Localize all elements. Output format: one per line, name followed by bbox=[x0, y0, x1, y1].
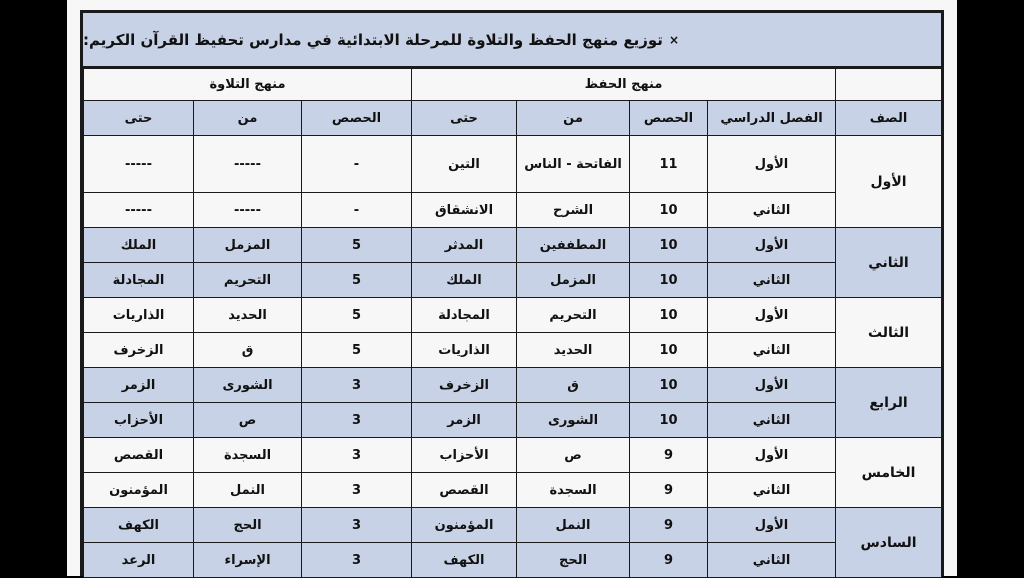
rec-periods-cell: 3 bbox=[302, 508, 412, 543]
rec-from-cell: المزمل bbox=[194, 228, 302, 263]
semester-header: الفصل الدراسي bbox=[708, 101, 836, 136]
mem-periods-cell: 10 bbox=[630, 228, 708, 263]
semester-cell: الأول bbox=[708, 508, 836, 543]
curriculum-table bbox=[83, 68, 942, 578]
rec-periods-cell: 5 bbox=[302, 298, 412, 333]
table-frame bbox=[80, 10, 944, 576]
mem-to-cell: الانشقاق bbox=[412, 193, 517, 228]
semester-cell: الأول bbox=[708, 298, 836, 333]
mem-to-cell: الزمر bbox=[412, 403, 517, 438]
rec-from-cell: ----- bbox=[194, 193, 302, 228]
semester-cell: الأول bbox=[708, 136, 836, 193]
table-row bbox=[84, 193, 942, 228]
mem-from-cell: المزمل bbox=[517, 263, 630, 298]
rec-periods-cell: - bbox=[302, 193, 412, 228]
rec-to-cell: الذاريات bbox=[84, 298, 194, 333]
rec-periods-cell: 3 bbox=[302, 473, 412, 508]
grade-cell: الثالث bbox=[836, 298, 942, 368]
rec-to-cell: الكهف bbox=[84, 508, 194, 543]
mem-to-cell: المؤمنون bbox=[412, 508, 517, 543]
rec-periods-cell: 3 bbox=[302, 403, 412, 438]
mem-from-cell: ص bbox=[517, 438, 630, 473]
document-page bbox=[67, 0, 957, 576]
semester-cell: الأول bbox=[708, 438, 836, 473]
rec-to-cell: ----- bbox=[84, 193, 194, 228]
rec-from-cell: الحج bbox=[194, 508, 302, 543]
rec-periods-cell: 3 bbox=[302, 438, 412, 473]
rec-to-cell: الزخرف bbox=[84, 333, 194, 368]
mem-periods-header: الحصص bbox=[630, 101, 708, 136]
mem-to-cell: المجادلة bbox=[412, 298, 517, 333]
mem-to-cell: القصص bbox=[412, 473, 517, 508]
mem-to-cell: الكهف bbox=[412, 543, 517, 578]
mem-periods-cell: 11 bbox=[630, 136, 708, 193]
rec-from-cell: النمل bbox=[194, 473, 302, 508]
mem-periods-cell: 10 bbox=[630, 263, 708, 298]
mem-periods-cell: 9 bbox=[630, 438, 708, 473]
mem-periods-cell: 10 bbox=[630, 333, 708, 368]
rec-from-cell: السجدة bbox=[194, 438, 302, 473]
table-row bbox=[84, 403, 942, 438]
rec-periods-cell: - bbox=[302, 136, 412, 193]
semester-cell: الثاني bbox=[708, 473, 836, 508]
table-title: توزيع منهج الحفظ والتلاوة للمرحلة الابتدائية في مدارس تحفيظ القرآن الكريم: bbox=[83, 30, 663, 49]
semester-cell: الثاني bbox=[708, 403, 836, 438]
mem-periods-cell: 9 bbox=[630, 543, 708, 578]
grade-cell: الرابع bbox=[836, 368, 942, 438]
semester-cell: الثاني bbox=[708, 193, 836, 228]
table-row bbox=[84, 543, 942, 578]
rec-from-cell: الحديد bbox=[194, 298, 302, 333]
semester-cell: الأول bbox=[708, 228, 836, 263]
table-row bbox=[84, 508, 942, 543]
bullet-x-icon: × bbox=[668, 32, 680, 47]
table-row bbox=[84, 136, 942, 193]
mem-from-cell: التحريم bbox=[517, 298, 630, 333]
rec-to-cell: الزمر bbox=[84, 368, 194, 403]
mem-from-cell: الشورى bbox=[517, 403, 630, 438]
table-row bbox=[84, 333, 942, 368]
rec-periods-cell: 5 bbox=[302, 333, 412, 368]
mem-to-cell: الذاريات bbox=[412, 333, 517, 368]
rec-periods-cell: 5 bbox=[302, 228, 412, 263]
mem-from-header: من bbox=[517, 101, 630, 136]
mem-from-cell: ق bbox=[517, 368, 630, 403]
title-bar bbox=[83, 13, 941, 68]
rec-to-cell: الملك bbox=[84, 228, 194, 263]
mem-from-cell: النمل bbox=[517, 508, 630, 543]
grade-cell: السادس bbox=[836, 508, 942, 578]
rec-from-cell: ق bbox=[194, 333, 302, 368]
grade-cell: الخامس bbox=[836, 438, 942, 508]
mem-periods-cell: 10 bbox=[630, 193, 708, 228]
rec-to-cell: المجادلة bbox=[84, 263, 194, 298]
semester-cell: الأول bbox=[708, 368, 836, 403]
table-row bbox=[84, 298, 942, 333]
table-row bbox=[84, 473, 942, 508]
recitation-group-header: منهج التلاوة bbox=[84, 69, 412, 101]
rec-to-cell: الرعد bbox=[84, 543, 194, 578]
rec-from-cell: الإسراء bbox=[194, 543, 302, 578]
semester-cell: الثاني bbox=[708, 333, 836, 368]
semester-cell: الثاني bbox=[708, 543, 836, 578]
memorization-group-header: منهج الحفظ bbox=[412, 69, 836, 101]
mem-periods-cell: 10 bbox=[630, 368, 708, 403]
rec-to-cell: ----- bbox=[84, 136, 194, 193]
rec-periods-header: الحصص bbox=[302, 101, 412, 136]
grade-cell: الأول bbox=[836, 136, 942, 228]
rec-from-cell: التحريم bbox=[194, 263, 302, 298]
mem-to-cell: الملك bbox=[412, 263, 517, 298]
mem-from-cell: الشرح bbox=[517, 193, 630, 228]
grade-header: الصف bbox=[836, 101, 942, 136]
table-row bbox=[84, 368, 942, 403]
mem-to-cell: التين bbox=[412, 136, 517, 193]
mem-from-cell: الفاتحة - الناس bbox=[517, 136, 630, 193]
rec-from-cell: ----- bbox=[194, 136, 302, 193]
mem-to-cell: الزخرف bbox=[412, 368, 517, 403]
mem-to-cell: الأحزاب bbox=[412, 438, 517, 473]
mem-periods-cell: 9 bbox=[630, 473, 708, 508]
mem-periods-cell: 10 bbox=[630, 298, 708, 333]
mem-to-cell: المدثر bbox=[412, 228, 517, 263]
table-row bbox=[84, 438, 942, 473]
rec-to-cell: المؤمنون bbox=[84, 473, 194, 508]
rec-periods-cell: 3 bbox=[302, 543, 412, 578]
rec-to-cell: الأحزاب bbox=[84, 403, 194, 438]
group-header-row bbox=[84, 69, 942, 101]
mem-from-cell: الحج bbox=[517, 543, 630, 578]
mem-from-cell: المطففين bbox=[517, 228, 630, 263]
rec-periods-cell: 3 bbox=[302, 368, 412, 403]
table-row bbox=[84, 228, 942, 263]
rec-to-cell: القصص bbox=[84, 438, 194, 473]
semester-cell: الثاني bbox=[708, 263, 836, 298]
rec-to-header: حتى bbox=[84, 101, 194, 136]
mem-periods-cell: 9 bbox=[630, 508, 708, 543]
rec-from-cell: ص bbox=[194, 403, 302, 438]
mem-from-cell: الحديد bbox=[517, 333, 630, 368]
mem-periods-cell: 10 bbox=[630, 403, 708, 438]
rec-from-cell: الشورى bbox=[194, 368, 302, 403]
grade-cell: الثاني bbox=[836, 228, 942, 298]
column-header-row bbox=[84, 101, 942, 136]
table-row bbox=[84, 263, 942, 298]
rec-from-header: من bbox=[194, 101, 302, 136]
mem-from-cell: السجدة bbox=[517, 473, 630, 508]
empty-corner-cell bbox=[836, 69, 942, 101]
rec-periods-cell: 5 bbox=[302, 263, 412, 298]
mem-to-header: حتى bbox=[412, 101, 517, 136]
